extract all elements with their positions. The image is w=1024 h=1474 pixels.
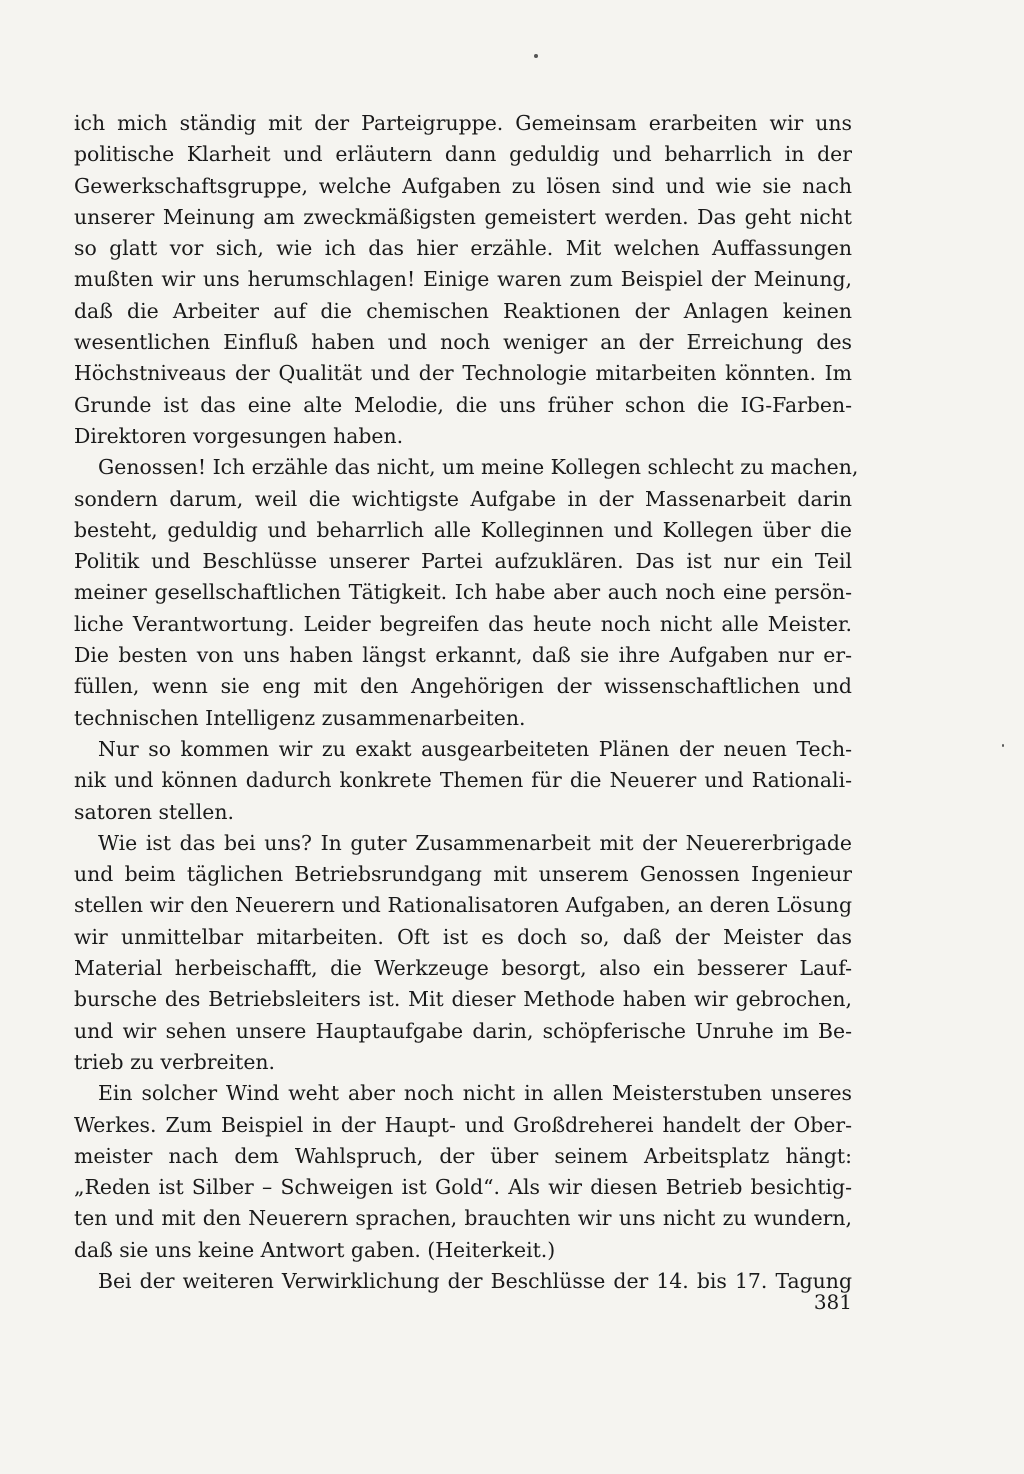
text-line: technischen Intelligenz zusammenarbeiten.: [74, 705, 526, 730]
text-line: stellen wir den Neuerern und Rationalisatoren Aufgaben, an deren Lösung: [74, 893, 852, 918]
text-line: Material herbeischafft, die Werkzeuge besorgt, also ein besserer Lauf-: [74, 956, 852, 981]
text-line: „Reden ist Silber – Schweigen ist Gold“. Als wir diesen Betrieb besichtig-: [74, 1175, 852, 1200]
text-line: trieb zu verbreiten.: [74, 1049, 276, 1074]
text-line: Nur so kommen wir zu exakt ausgearbeiteten Plänen der neuen Tech-: [98, 736, 852, 761]
text-line: bursche des Betriebsleiters ist. Mit dieser Methode haben wir gebrochen,: [74, 987, 852, 1012]
text-line: daß die Arbeiter auf die chemischen Reaktionen der Anlagen keinen: [74, 298, 852, 323]
text-line: Ein solcher Wind weht aber noch nicht in allen Meisterstuben unseres: [98, 1081, 852, 1106]
text-line: ten und mit den Neuerern sprachen, brauchten wir uns nicht zu wundern,: [74, 1206, 852, 1231]
text-line: und beim täglichen Betriebsrundgang mit unserem Genossen Ingenieur: [74, 862, 852, 887]
text-line: so glatt vor sich, wie ich das hier erzähle. Mit welchen Auffassungen: [74, 236, 852, 261]
text-line: liche Verantwortung. Leider begreifen das heute noch nicht alle Meister.: [74, 611, 852, 636]
text-line: Gewerkschaftsgruppe, welche Aufgaben zu lösen sind und wie sie nach: [74, 173, 852, 198]
text-line: Werkes. Zum Beispiel in der Haupt- und Großdreherei handelt der Ober-: [74, 1112, 852, 1137]
text-line: satoren stellen.: [74, 799, 234, 824]
text-line: wir unmittelbar mitarbeiten. Oft ist es doch so, daß der Meister das: [74, 924, 852, 949]
paragraph: [74, 1078, 852, 1266]
text-line: sondern darum, weil die wichtigste Aufgabe in der Massenarbeit darin: [74, 486, 852, 511]
text-line: und wir sehen unsere Hauptaufgabe darin, schöpferische Unruhe im Be-: [74, 1018, 852, 1043]
text-line: Politik und Beschlüsse unserer Partei aufzuklären. Das ist nur ein Teil: [74, 549, 852, 574]
text-line: Grunde ist das eine alte Melodie, die uns früher schon die IG-Farben-: [74, 392, 852, 417]
text-line: meiner gesellschaftlichen Tätigkeit. Ich habe aber auch noch eine persön-: [74, 580, 852, 605]
text-line: mußten wir uns herumschlagen! Einige waren zum Beispiel der Meinung,: [74, 267, 852, 292]
print-speck: [1002, 744, 1004, 747]
text-line: Direktoren vorgesungen haben.: [74, 423, 404, 448]
paragraph: [74, 108, 852, 452]
text-line: Bei der weiteren Verwirklichung der Beschlüsse der 14. bis 17. Tagung: [98, 1268, 852, 1293]
text-line: füllen, wenn sie eng mit den Angehörigen der wissenschaftlichen und: [74, 674, 852, 699]
print-speck: [534, 54, 538, 58]
paragraph: [74, 828, 852, 1078]
text-line: wesentlichen Einfluß haben und noch weniger an der Erreichung des: [74, 330, 852, 355]
text-line: nik und können dadurch konkrete Themen für die Neuerer und Rationali-: [74, 768, 852, 793]
text-line: politische Klarheit und erläutern dann geduldig und beharrlich in der: [74, 142, 852, 167]
text-line: Wie ist das bei uns? In guter Zusammenarbeit mit der Neuererbrigade: [98, 830, 852, 855]
paragraph: [74, 734, 852, 828]
text-line: Die besten von uns haben längst erkannt, daß sie ihre Aufgaben nur er-: [74, 643, 852, 668]
text-line: Genossen! Ich erzähle das nicht, um meine Kollegen schlecht zu machen,: [98, 455, 859, 480]
paragraph: [74, 1266, 852, 1297]
body-text: [74, 108, 859, 1297]
page-number: 381: [813, 1290, 852, 1314]
text-line: besteht, geduldig und beharrlich alle Kolleginnen und Kollegen über die: [74, 517, 852, 542]
text-line: unserer Meinung am zweckmäßigsten gemeistert werden. Das geht nicht: [74, 204, 852, 229]
text-line: meister nach dem Wahlspruch, der über seinem Arbeitsplatz hängt:: [74, 1143, 852, 1168]
text-line: Höchstniveaus der Qualität und der Technologie mitarbeiten könnten. Im: [74, 361, 852, 386]
text-line: ich mich ständig mit der Parteigruppe. Gemeinsam erarbeiten wir uns: [74, 111, 852, 135]
paragraph: [74, 452, 859, 734]
text-line: daß sie uns keine Antwort gaben. (Heiterkeit.): [74, 1237, 556, 1262]
